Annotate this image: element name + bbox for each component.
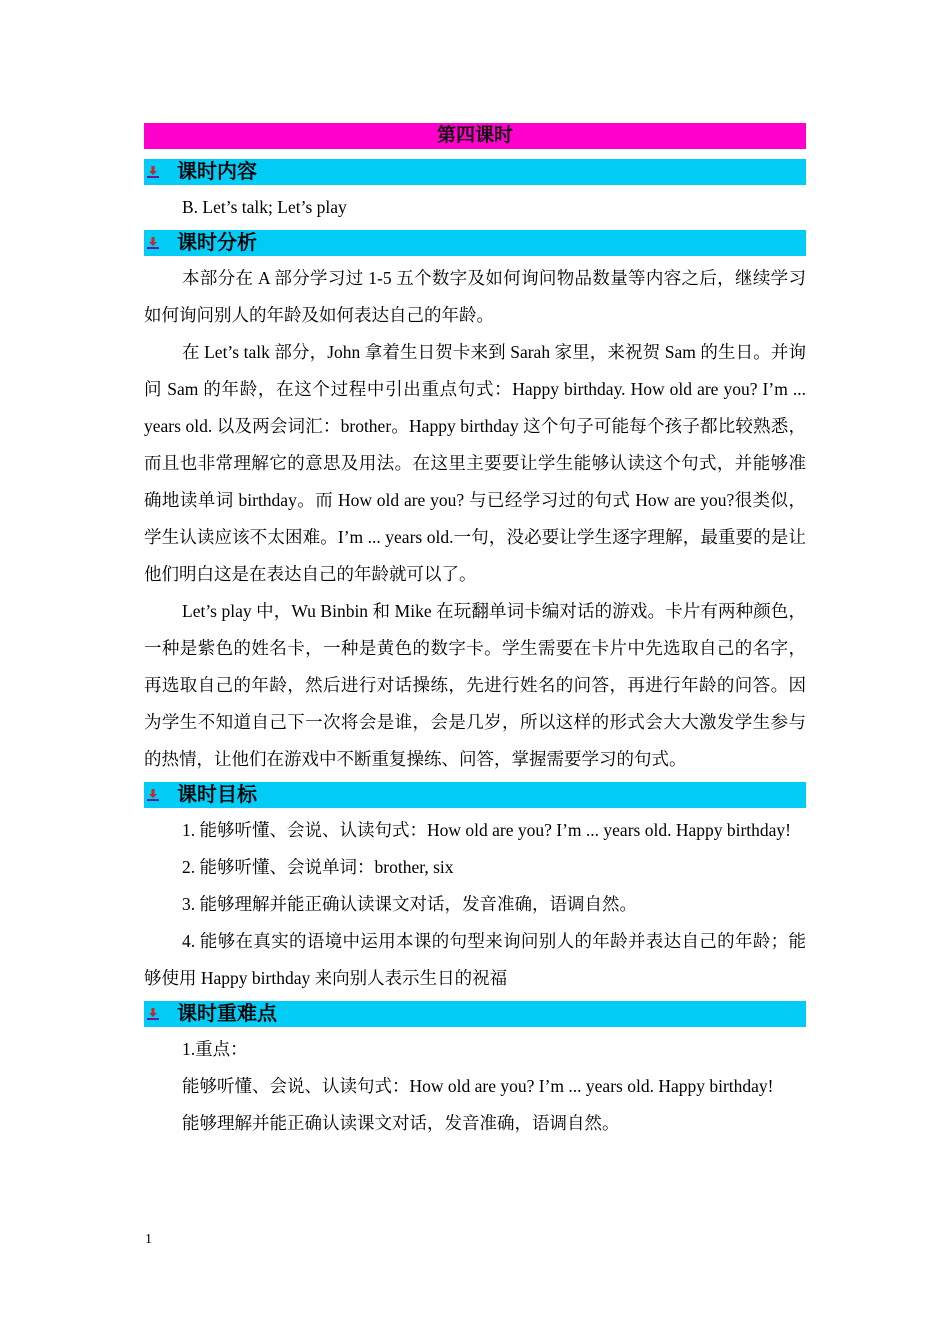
goal-item: 1. 能够听懂、会说、认读句式：How old are you? I’m ... years old. Happy birthday! — [182, 820, 791, 840]
keypoint-item: 1.重点： — [182, 1039, 248, 1059]
goal-item: 2. 能够听懂、会说单词：brother, six — [182, 857, 454, 877]
goal-item: 4. 能够在真实的语境中运用本课的句型来询问别人的年龄并表达自己的年龄；能够使用 Happy birthday 来向别人表示生日的祝福 — [144, 931, 806, 988]
lesson-title: 第四课时 — [144, 123, 806, 149]
page-number: 1 — [145, 1232, 152, 1247]
section-heading-text: 课时内容 — [177, 161, 257, 183]
download-arrow-icon — [145, 164, 161, 180]
download-arrow-icon — [145, 1006, 161, 1022]
section-heading-text: 课时重难点 — [177, 1003, 277, 1025]
section-heading-keypoints — [144, 1001, 806, 1027]
download-arrow-icon — [145, 235, 161, 251]
analysis-paragraph: Let’s play 中，Wu Binbin 和 Mike 在玩翻单词卡编对话的游戏。卡片有两种颜色，一种是紫色的姓名卡，一种是黄色的数字卡。学生需要在卡片中先选取自己的名字，再选取自己的年龄，然后进行对话操练，先进行姓名的问答，再进行年龄的问答。因为学生不知道自己下一次将会是谁，会是几岁，所以这样的形式会大大激发学生参与的热情，让他们在游戏中不断重复操练、问答，掌握需要学习的句式。 — [144, 601, 806, 769]
section-heading-goals — [144, 782, 806, 808]
document-page — [144, 123, 806, 1142]
download-arrow-icon — [145, 787, 161, 803]
keypoint-item: 能够听懂、会说、认读句式：How old are you? I’m ... years old. Happy birthday! — [182, 1076, 774, 1096]
section-heading-text: 课时目标 — [177, 784, 257, 806]
content-paragraph: B. Let’s talk; Let’s play — [182, 197, 347, 217]
keypoint-item: 能够理解并能正确认读课文对话，发音准确，语调自然。 — [182, 1113, 620, 1133]
goal-item: 3. 能够理解并能正确认读课文对话，发音准确，语调自然。 — [182, 894, 637, 914]
section-heading-content — [144, 159, 806, 185]
analysis-paragraph: 在 Let’s talk 部分，John 拿着生日贺卡来到 Sarah 家里，来祝贺 Sam 的生日。并询问 Sam 的年龄，在这个过程中引出重点句式：Happy birthday. How old are you? I’m ... years old. 以及两会词汇：brother。Happy birthday 这个句子可能每个孩子都比较熟悉，而且也非常理解它的意思及用法。在这里主要要让学生能够认读这个句式，并能够准确地读单词 birthday。而 How old are you? 与已经学习过的句式 How are you?很类似，学生认读应该不太困难。I’m ... years old.一句，没必要让学生逐字理解，最重要的是让他们明白这是在表达自己的年龄就可以了。 — [144, 342, 806, 584]
section-heading-text: 课时分析 — [177, 232, 257, 254]
section-heading-analysis — [144, 230, 806, 256]
analysis-paragraph: 本部分在 A 部分学习过 1-5 五个数字及如何询问物品数量等内容之后，继续学习如何询问别人的年龄及如何表达自己的年龄。 — [144, 268, 806, 325]
